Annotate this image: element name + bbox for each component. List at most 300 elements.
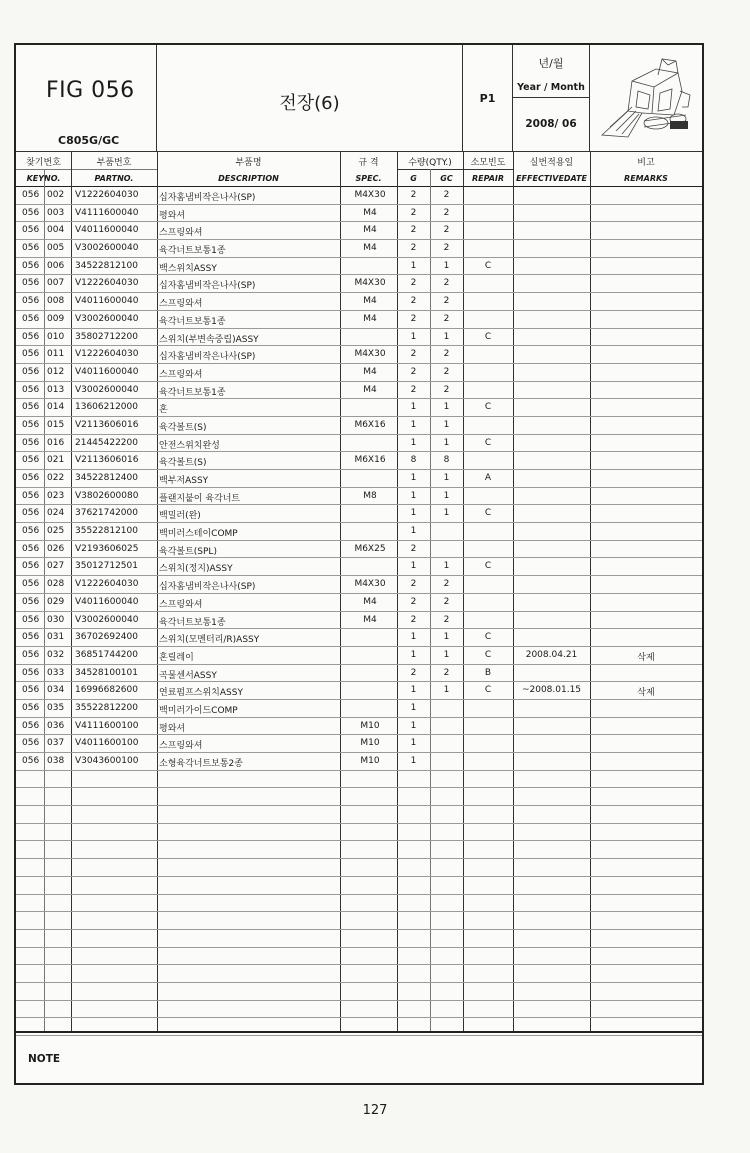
cell-gc: 2 [443, 190, 450, 200]
cell-ds: 십자홈냄비작은나사(SP) [159, 281, 256, 292]
table-row [16, 612, 702, 630]
cell-ds: 스프링와셔 [159, 741, 203, 752]
cell-gc: 2 [443, 207, 450, 218]
cell-pn: V2193606025 [75, 543, 139, 554]
cell-k2: 036 [47, 720, 65, 731]
cell-g: 2 [410, 243, 417, 254]
year-month-value: 2008/ 06 [525, 118, 577, 130]
cell-gc: 2 [443, 614, 450, 625]
cell-g: 1 [410, 685, 417, 696]
cell-g: 1 [410, 419, 417, 430]
cell-rp: C [484, 260, 492, 271]
cell-rp: C [484, 685, 492, 696]
table-row [16, 771, 702, 789]
cell-k1: 056 [22, 473, 40, 483]
fig-number: FIG 056 [46, 78, 135, 103]
cell-k2: 007 [47, 278, 65, 289]
cell-g: 2 [410, 614, 417, 625]
cell-pn: 34522812400 [75, 473, 138, 483]
table-row [16, 523, 702, 541]
cell-gc: 2 [443, 384, 450, 395]
cell-g: 1 [410, 561, 417, 572]
cell-sp: M4 [363, 596, 377, 607]
table-row [16, 399, 702, 417]
col-desc-en: DESCRIPTION [218, 174, 279, 183]
cell-gc: 1 [443, 331, 450, 342]
cell-g: 2 [410, 596, 417, 607]
cell-ds: 연료펌프스위치ASSY [159, 688, 243, 699]
col-partno-ko: 부품번호 [96, 158, 132, 168]
cell-sp: M6X16 [354, 455, 386, 466]
table-row [16, 700, 702, 718]
cell-k1: 056 [22, 526, 40, 537]
cell-pn: 35012712501 [75, 561, 138, 572]
cell-g: 2 [410, 190, 417, 200]
cell-k2: 014 [47, 402, 65, 413]
cell-gc: 1 [443, 473, 450, 483]
table-row [16, 718, 702, 736]
cell-k2: 013 [47, 384, 65, 395]
cell-ds: 육각너트보통1종 [159, 246, 226, 257]
cell-gc: 1 [443, 561, 450, 572]
cell-k2: 030 [47, 614, 65, 625]
cell-pn: V3802600080 [75, 490, 139, 501]
cell-k1: 056 [22, 366, 40, 377]
col-qty-gc: GC [440, 174, 453, 183]
cell-rm: 삭제 [637, 688, 655, 699]
cell-k2: 021 [47, 455, 65, 466]
cell-k1: 056 [22, 260, 40, 271]
col-eff-en: EFFECTIVEDATE [516, 174, 587, 183]
table-row [16, 895, 702, 913]
cell-pn: V4011600040 [75, 225, 139, 236]
cell-g: 2 [410, 207, 417, 218]
cell-ds: 육각너트보통1종 [159, 387, 226, 398]
cell-k1: 056 [22, 402, 40, 413]
cell-ds: 스위치(모멘터리/R)ASSY [159, 635, 260, 646]
cell-k1: 056 [22, 331, 40, 342]
cell-pn: V1222604030 [75, 278, 139, 289]
cell-pn: V3043600100 [75, 756, 139, 766]
cell-k1: 056 [22, 579, 40, 590]
cell-ds: 스위치(정지)ASSY [159, 564, 233, 575]
cell-sp: M4X30 [354, 349, 386, 360]
cell-ef: 2008.04.21 [525, 649, 578, 660]
cell-g: 2 [410, 543, 417, 554]
cell-g: 2 [410, 313, 417, 324]
table-row [16, 205, 702, 223]
col-repair-ko: 소모빈도 [470, 158, 506, 168]
cell-k1: 056 [22, 313, 40, 324]
cell-pn: 21445422200 [75, 437, 138, 448]
cell-k2: 037 [47, 738, 65, 749]
cell-ds: 백부저ASSY [159, 476, 209, 486]
cell-ds: 스프링와셔 [159, 228, 203, 239]
col-partno-en: PARTNO. [94, 174, 134, 183]
table-row [16, 558, 702, 576]
cell-ds: 십자홈냄비작은나사(SP) [159, 352, 256, 363]
cell-pn: 34522812100 [75, 260, 138, 271]
year-month-label-ko: 년/월 [538, 57, 564, 70]
cell-g: 1 [410, 473, 417, 483]
cell-ds: 백미러가이드COMP [159, 705, 238, 716]
cell-pn: 36851744200 [75, 649, 138, 660]
cell-sp: M4 [363, 225, 377, 236]
table-row [16, 841, 702, 859]
cell-k1: 056 [22, 455, 40, 466]
cell-k2: 004 [47, 225, 65, 236]
cell-gc: 1 [443, 402, 450, 413]
cell-pn: V4111600100 [75, 720, 139, 731]
col-qty-ko: 수량(QTY.) [408, 158, 452, 168]
table-row [16, 488, 702, 506]
cell-gc: 1 [443, 649, 450, 660]
cell-gc: 2 [443, 349, 450, 360]
table-row [16, 311, 702, 329]
cell-k1: 056 [22, 720, 40, 731]
cell-sp: M4 [363, 384, 377, 395]
cell-gc: 2 [443, 296, 450, 307]
cell-g: 1 [410, 702, 417, 713]
table-row [16, 930, 702, 948]
table-row [16, 788, 702, 806]
cell-g: 8 [410, 455, 417, 466]
table-row [16, 346, 702, 364]
cell-gc: 1 [443, 437, 450, 448]
cell-k1: 056 [22, 190, 40, 200]
cell-gc: 1 [443, 685, 450, 696]
cell-gc: 2 [443, 366, 450, 377]
cell-ds: 백미러스테이COMP [159, 529, 238, 540]
cell-gc: 1 [443, 490, 450, 501]
cell-rp: C [484, 437, 492, 448]
table-row [16, 293, 702, 311]
cell-sp: M10 [360, 720, 380, 731]
table-row [16, 665, 702, 683]
cell-pn: 35522812100 [75, 526, 138, 537]
col-qty-g: G [410, 174, 417, 183]
cell-k2: 022 [47, 473, 65, 483]
fig-cell [16, 45, 157, 151]
cell-pn: V4011600100 [75, 738, 139, 749]
cell-gc: 2 [443, 596, 450, 607]
combine-harvester-icon [598, 51, 694, 143]
page-cell [463, 45, 513, 151]
cell-rp: C [484, 632, 492, 643]
cell-k2: 034 [47, 685, 65, 696]
table-row [16, 647, 702, 665]
cell-k1: 056 [22, 384, 40, 395]
cell-ds: 플랜지붙이 육각너트 [159, 493, 241, 504]
cell-rm: 삭제 [637, 652, 655, 663]
table-row [16, 452, 702, 470]
cell-k1: 056 [22, 419, 40, 430]
cell-pn: 37621742000 [75, 508, 138, 519]
cell-ds: 백밀러(완) [159, 511, 201, 522]
cell-g: 2 [410, 366, 417, 377]
col-remarks-en: REMARKS [624, 174, 668, 183]
cell-pn: V1222604030 [75, 349, 139, 360]
cell-g: 1 [410, 437, 417, 448]
table-row [16, 594, 702, 612]
cell-ds: 곡물센서ASSY [159, 670, 217, 681]
cell-gc: 8 [443, 455, 450, 466]
cell-sp: M6X25 [354, 543, 386, 554]
cell-k2: 031 [47, 632, 65, 643]
col-eff-ko: 실번적용일 [529, 158, 574, 168]
cell-k1: 056 [22, 207, 40, 218]
cell-k1: 056 [22, 243, 40, 254]
cell-gc: 1 [443, 260, 450, 271]
table-row [16, 983, 702, 1001]
cell-g: 1 [410, 490, 417, 501]
cell-k2: 023 [47, 490, 65, 501]
cell-rp: A [484, 473, 492, 483]
cell-k2: 038 [47, 756, 65, 766]
table-row [16, 240, 702, 258]
cell-g: 2 [410, 579, 417, 590]
cell-k1: 056 [22, 614, 40, 625]
table-row [16, 859, 702, 877]
cell-k2: 002 [47, 190, 65, 200]
table-row [16, 753, 702, 771]
cell-k2: 035 [47, 702, 65, 713]
cell-rp: C [484, 402, 492, 413]
cell-k1: 056 [22, 596, 40, 607]
cell-g: 2 [410, 225, 417, 236]
cell-k2: 025 [47, 526, 65, 537]
cell-ds: 스프링와셔 [159, 369, 203, 380]
cell-k1: 056 [22, 649, 40, 660]
cell-g: 1 [410, 402, 417, 413]
cell-g: 2 [410, 296, 417, 307]
cell-rp: C [484, 561, 492, 572]
cell-pn: V4111600040 [75, 207, 139, 218]
cell-g: 2 [410, 349, 417, 360]
cell-g: 1 [410, 526, 417, 537]
cell-k1: 056 [22, 632, 40, 643]
model-code: C805G/GC [58, 134, 120, 147]
cell-pn: V4011600040 [75, 596, 139, 607]
cell-g: 1 [410, 632, 417, 643]
cell-k1: 056 [22, 437, 40, 448]
table-row [16, 877, 702, 895]
cell-pn: V4011600040 [75, 296, 139, 307]
cell-ds: 소형육각너트보통2종 [159, 759, 243, 769]
cell-gc: 2 [443, 243, 450, 254]
machine-image-cell [590, 45, 702, 151]
table-row [16, 435, 702, 453]
cell-k2: 032 [47, 649, 65, 660]
cell-sp: M4X30 [354, 278, 386, 289]
note-label: NOTE [28, 1053, 61, 1065]
cell-pn: V3002600040 [75, 313, 139, 324]
cell-k2: 003 [47, 207, 65, 218]
table-row [16, 541, 702, 559]
cell-gc: 1 [443, 508, 450, 519]
cell-sp: M4 [363, 366, 377, 377]
cell-pn: V1222604030 [75, 190, 139, 200]
cell-k2: 012 [47, 366, 65, 377]
cell-ds: 육각볼트(S) [159, 458, 207, 469]
table-row [16, 735, 702, 753]
cell-rp: C [484, 649, 492, 660]
cell-gc: 2 [443, 313, 450, 324]
cell-k2: 016 [47, 437, 65, 448]
cell-g: 2 [410, 384, 417, 395]
col-remarks-ko: 비고 [637, 158, 655, 168]
cell-ds: 평와셔 [159, 723, 186, 734]
cell-pn: V3002600040 [75, 243, 139, 254]
cell-ds: 혼릴레이 [159, 652, 194, 663]
cell-ds: 육각볼트(SPL) [159, 546, 217, 557]
table-row [16, 576, 702, 594]
cell-pn: 35522812200 [75, 702, 138, 713]
cell-k1: 056 [22, 225, 40, 236]
cell-k2: 026 [47, 543, 65, 554]
cell-g: 1 [410, 649, 417, 660]
col-keyno-ko: 찾기번호 [26, 158, 61, 168]
table-row [16, 948, 702, 966]
cell-k1: 056 [22, 685, 40, 696]
cell-gc: 2 [443, 579, 450, 590]
cell-pn: V2113606016 [75, 419, 139, 430]
year-month-label-en: Year / Month [517, 82, 585, 93]
table-row [16, 629, 702, 647]
parts-list-sheet [14, 43, 704, 1085]
cell-g: 2 [410, 278, 417, 289]
cell-sp: M6X16 [354, 419, 386, 430]
title-cell [157, 45, 463, 151]
page-number: 127 [362, 1103, 388, 1118]
cell-gc: 2 [443, 667, 450, 678]
cell-g: 1 [410, 720, 417, 731]
cell-k2: 009 [47, 313, 65, 324]
table-row [16, 187, 702, 205]
cell-k1: 056 [22, 667, 40, 678]
cell-gc: 2 [443, 278, 450, 289]
table-row [16, 258, 702, 276]
cell-ds: 육각너트보통1종 [159, 617, 226, 628]
cell-ds: 십자홈냄비작은나사(SP) [159, 193, 256, 203]
cell-k1: 056 [22, 490, 40, 501]
table-row [16, 364, 702, 382]
cell-sp: M10 [360, 738, 380, 749]
cell-gc: 1 [443, 419, 450, 430]
cell-k2: 033 [47, 667, 65, 678]
cell-rp: B [484, 667, 492, 678]
cell-k1: 056 [22, 756, 40, 766]
col-keyno-en: KEYNO. [26, 174, 61, 183]
table-row [16, 1001, 702, 1019]
cell-rp: C [484, 508, 492, 519]
col-desc-ko: 부품명 [235, 158, 262, 168]
cell-sp: M4 [363, 243, 377, 254]
cell-ds: 스프링와셔 [159, 299, 203, 310]
cell-k2: 006 [47, 260, 65, 271]
table-row [16, 824, 702, 842]
table-row [16, 965, 702, 983]
cell-pn: V4011600040 [75, 366, 139, 377]
cell-ds: 스위치(부변속중립)ASSY [159, 334, 259, 345]
cell-k1: 056 [22, 278, 40, 289]
cell-sp: M4X30 [354, 579, 386, 590]
cell-sp: M4 [363, 296, 377, 307]
cell-ef: ~2008.01.15 [521, 685, 582, 696]
parts-table-body [16, 187, 702, 1036]
cell-gc: 1 [443, 632, 450, 643]
cell-sp: M4X30 [354, 190, 386, 200]
cell-k2: 028 [47, 579, 65, 590]
cell-k1: 056 [22, 738, 40, 749]
table-row [16, 806, 702, 824]
cell-k1: 056 [22, 296, 40, 307]
cell-pn: 13606212000 [75, 402, 138, 413]
cell-g: 1 [410, 738, 417, 749]
table-row [16, 912, 702, 930]
cell-ds: 육각너트보통1종 [159, 316, 226, 327]
cell-k2: 029 [47, 596, 65, 607]
table-row [16, 682, 702, 700]
cell-ds: 백스위치ASSY [159, 263, 217, 274]
cell-rp: C [484, 331, 492, 342]
table-row [16, 222, 702, 240]
cell-pn: 36702692400 [75, 632, 138, 643]
cell-k1: 056 [22, 702, 40, 713]
cell-pn: V3002600040 [75, 614, 139, 625]
table-row [16, 382, 702, 400]
cell-sp: M8 [363, 490, 377, 501]
cell-k2: 024 [47, 508, 65, 519]
sheet-page: P1 [479, 92, 496, 105]
cell-pn: V2113606016 [75, 455, 139, 466]
cell-g: 1 [410, 260, 417, 271]
year-month-cell [513, 45, 590, 151]
cell-k2: 005 [47, 243, 65, 254]
page-title: 전장(6) [279, 93, 340, 114]
cell-pn: V3002600040 [75, 384, 139, 395]
cell-k1: 056 [22, 543, 40, 554]
cell-ds: 스프링와셔 [159, 599, 203, 610]
col-repair-en: REPAIR [471, 174, 505, 183]
cell-ds: 혼 [159, 405, 168, 416]
table-row [16, 470, 702, 488]
cell-sp: M4 [363, 614, 377, 625]
cell-pn: V1222604030 [75, 579, 139, 590]
cell-g: 1 [410, 508, 417, 519]
cell-pn: 34528100101 [75, 667, 138, 678]
cell-sp: M4 [363, 313, 377, 324]
cell-ds: 육각볼트(S) [159, 422, 207, 433]
cell-sp: M4 [363, 207, 377, 218]
cell-ds: 평와셔 [159, 210, 186, 221]
cell-k2: 027 [47, 561, 65, 572]
cell-ds: 십자홈냄비작은나사(SP) [159, 582, 256, 593]
cell-k2: 008 [47, 296, 65, 307]
cell-g: 2 [410, 667, 417, 678]
table-row [16, 329, 702, 347]
table-row [16, 275, 702, 293]
cell-k2: 010 [47, 331, 65, 342]
cell-k2: 011 [47, 349, 65, 360]
note-box [16, 1031, 702, 1087]
cell-gc: 2 [443, 225, 450, 236]
cell-g: 1 [410, 756, 417, 766]
cell-sp: M10 [360, 756, 380, 766]
cell-k1: 056 [22, 561, 40, 572]
cell-ds: 안전스위치완성 [159, 440, 220, 451]
col-spec-ko: 규 격 [358, 158, 379, 168]
